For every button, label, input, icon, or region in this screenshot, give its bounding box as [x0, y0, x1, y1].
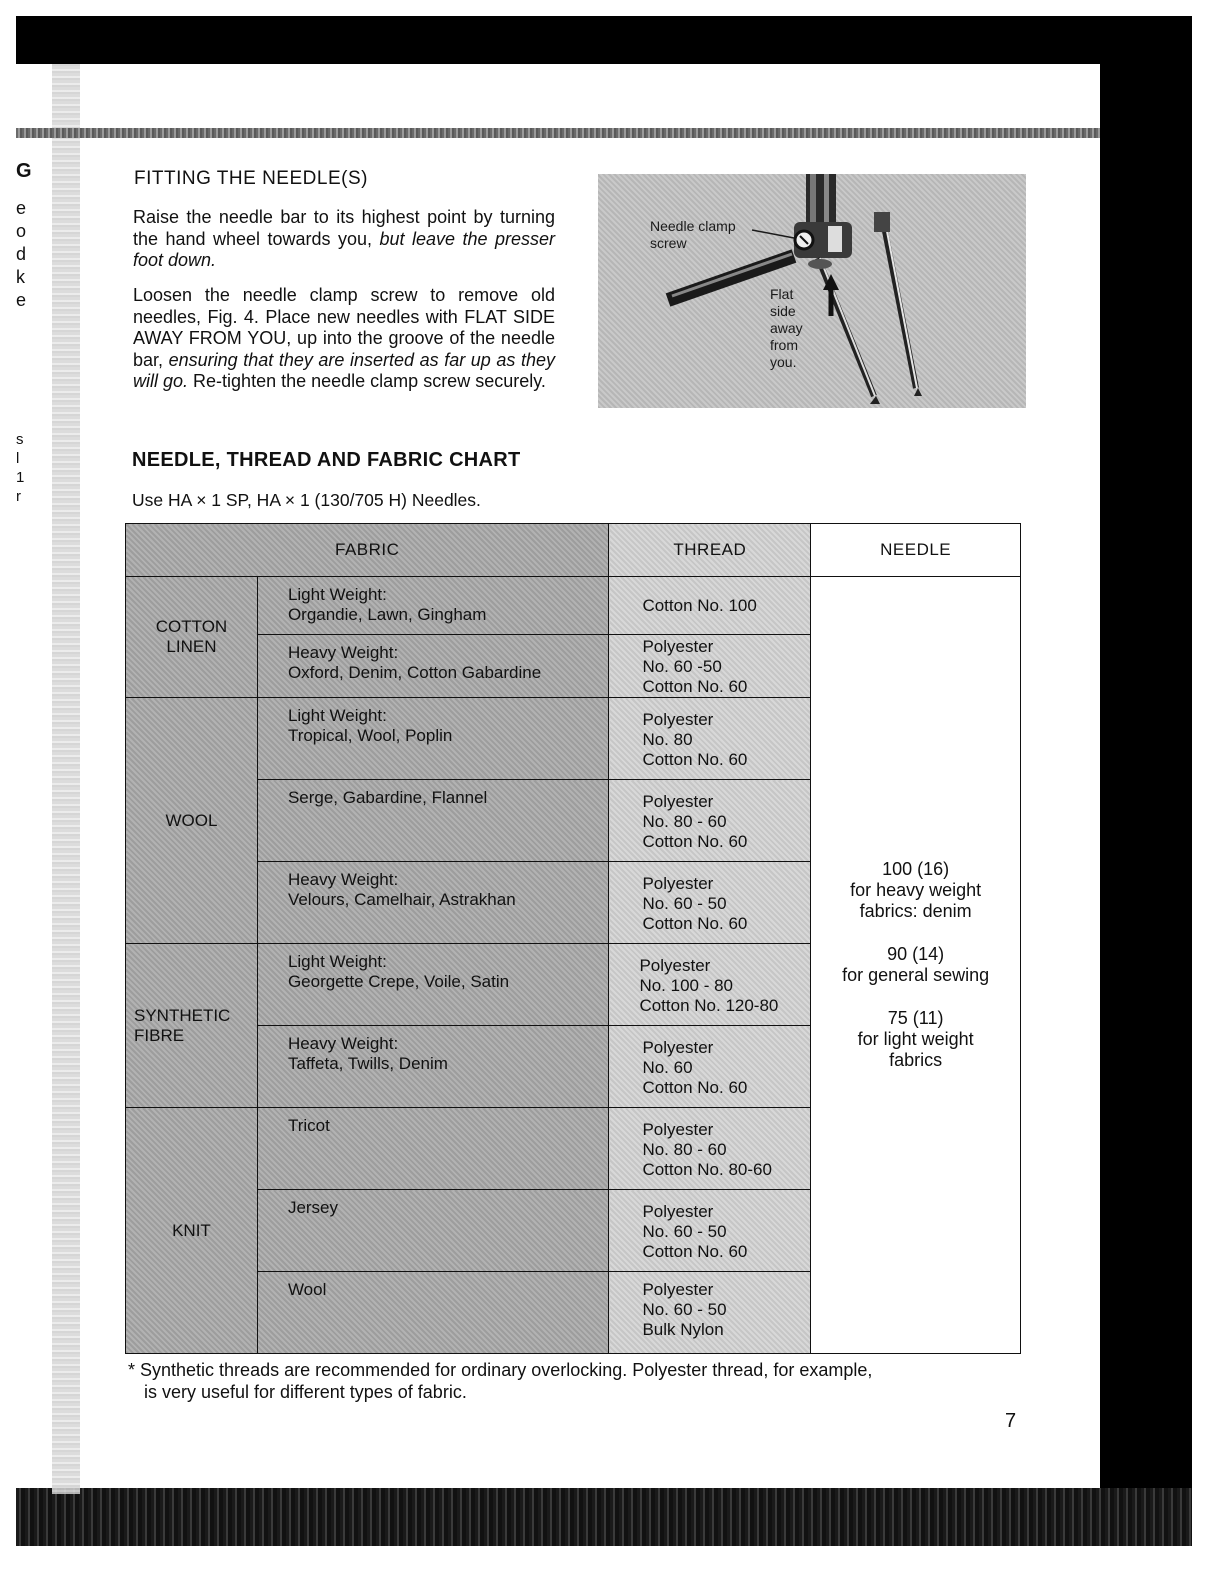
fabric-cell: Light Weight: Tropical, Wool, Poplin [257, 698, 609, 780]
thread-cell: Polyester No. 100 - 80 Cotton No. 120-80 [609, 944, 811, 1026]
thread-cell: Polyester No. 60 - 50 Cotton No. 60 [609, 1190, 811, 1272]
fabric-cell: Tricot [257, 1108, 609, 1190]
fabric-cell: Heavy Weight: Taffeta, Twills, Denim [257, 1026, 609, 1108]
figure-label-flat-side: Flat side away from you. [770, 286, 803, 370]
instruction-paragraph-1: Raise the needle bar to its highest point by turning the hand wheel towards you, but leave the presser foot down. [133, 207, 555, 270]
group-wool: WOOL [126, 698, 258, 944]
header-fabric: FABRIC [126, 524, 609, 577]
book-spine-shadow [52, 64, 80, 1494]
thread-cell: Polyester No. 80 - 60 Cotton No. 60 [609, 780, 811, 862]
fabric-cell: Serge, Gabardine, Flannel [257, 780, 609, 862]
chart-title: NEEDLE, THREAD AND FABRIC CHART [132, 449, 521, 471]
thread-cell: Polyester No. 60 -50 Cotton No. 60 [609, 635, 811, 698]
fabric-cell: Heavy Weight: Velours, Camelhair, Astrakhan [257, 862, 609, 944]
thread-cell: Polyester No. 60 - 50 Cotton No. 60 [609, 862, 811, 944]
group-synthetic-fibre: SYNTHETIC FIBRE [126, 944, 258, 1108]
needle-recommendations: 100 (16) for heavy weight fabrics: denim 90 (14) for general sewing 75 (11) for light weight fabrics [811, 577, 1021, 1354]
needle-clamp-figure [598, 174, 1026, 408]
fabric-cell: Wool [257, 1272, 609, 1354]
scan-bottom-border [16, 1488, 1192, 1546]
group-knit: KNIT [126, 1108, 258, 1354]
thread-cell: Polyester No. 60 Cotton No. 60 [609, 1026, 811, 1108]
instruction-paragraph-2: Loosen the needle clamp screw to remove old needles, Fig. 4. Place new needles with FLAT SIDE AWAY FROM YOU, up into the groove of the needle bar, ensuring that they are inserted as far up as they will go. Re-tighten the needle clamp screw securely. [133, 285, 555, 391]
facing-page-fragment-2: s l 1 r [16, 431, 25, 505]
thread-cell: Cotton No. 100 [609, 577, 811, 635]
group-cotton-linen: COTTON LINEN [126, 577, 258, 698]
header-rule [16, 128, 1100, 138]
thread-cell: Polyester No. 80 Cotton No. 60 [609, 698, 811, 780]
header-needle: NEEDLE [811, 524, 1021, 577]
fabric-cell: Light Weight: Georgette Crepe, Voile, Satin [257, 944, 609, 1026]
fabric-cell: Light Weight: Organdie, Lawn, Gingham [257, 577, 609, 635]
footnote: * Synthetic threads are recommended for ordinary overlocking. Polyester thread, for example, is very useful for different types of fabric. [128, 1360, 873, 1402]
table-row [126, 577, 1021, 635]
header-thread: THREAD [609, 524, 811, 577]
needle-thread-fabric-table [125, 523, 1021, 1354]
figure-label-clamp: Needle clamp screw [650, 218, 736, 251]
fabric-cell: Jersey [257, 1190, 609, 1272]
facing-page-fragment: G e o d k e [16, 160, 32, 310]
thread-cell: Polyester No. 60 - 50 Bulk Nylon [609, 1272, 811, 1354]
thread-cell: Polyester No. 80 - 60 Cotton No. 80-60 [609, 1108, 811, 1190]
needle-bar-illustration [598, 174, 1026, 408]
needle-type-note: Use HA × 1 SP, HA × 1 (130/705 H) Needles. [132, 490, 481, 510]
page-number: 7 [1005, 1410, 1017, 1432]
table-header-row [126, 524, 1021, 577]
scan-right-border [1100, 16, 1192, 1546]
fabric-cell: Heavy Weight: Oxford, Denim, Cotton Gabardine [257, 635, 609, 698]
scan-top-border [16, 16, 1192, 64]
section-title: FITTING THE NEEDLE(S) [134, 168, 368, 189]
